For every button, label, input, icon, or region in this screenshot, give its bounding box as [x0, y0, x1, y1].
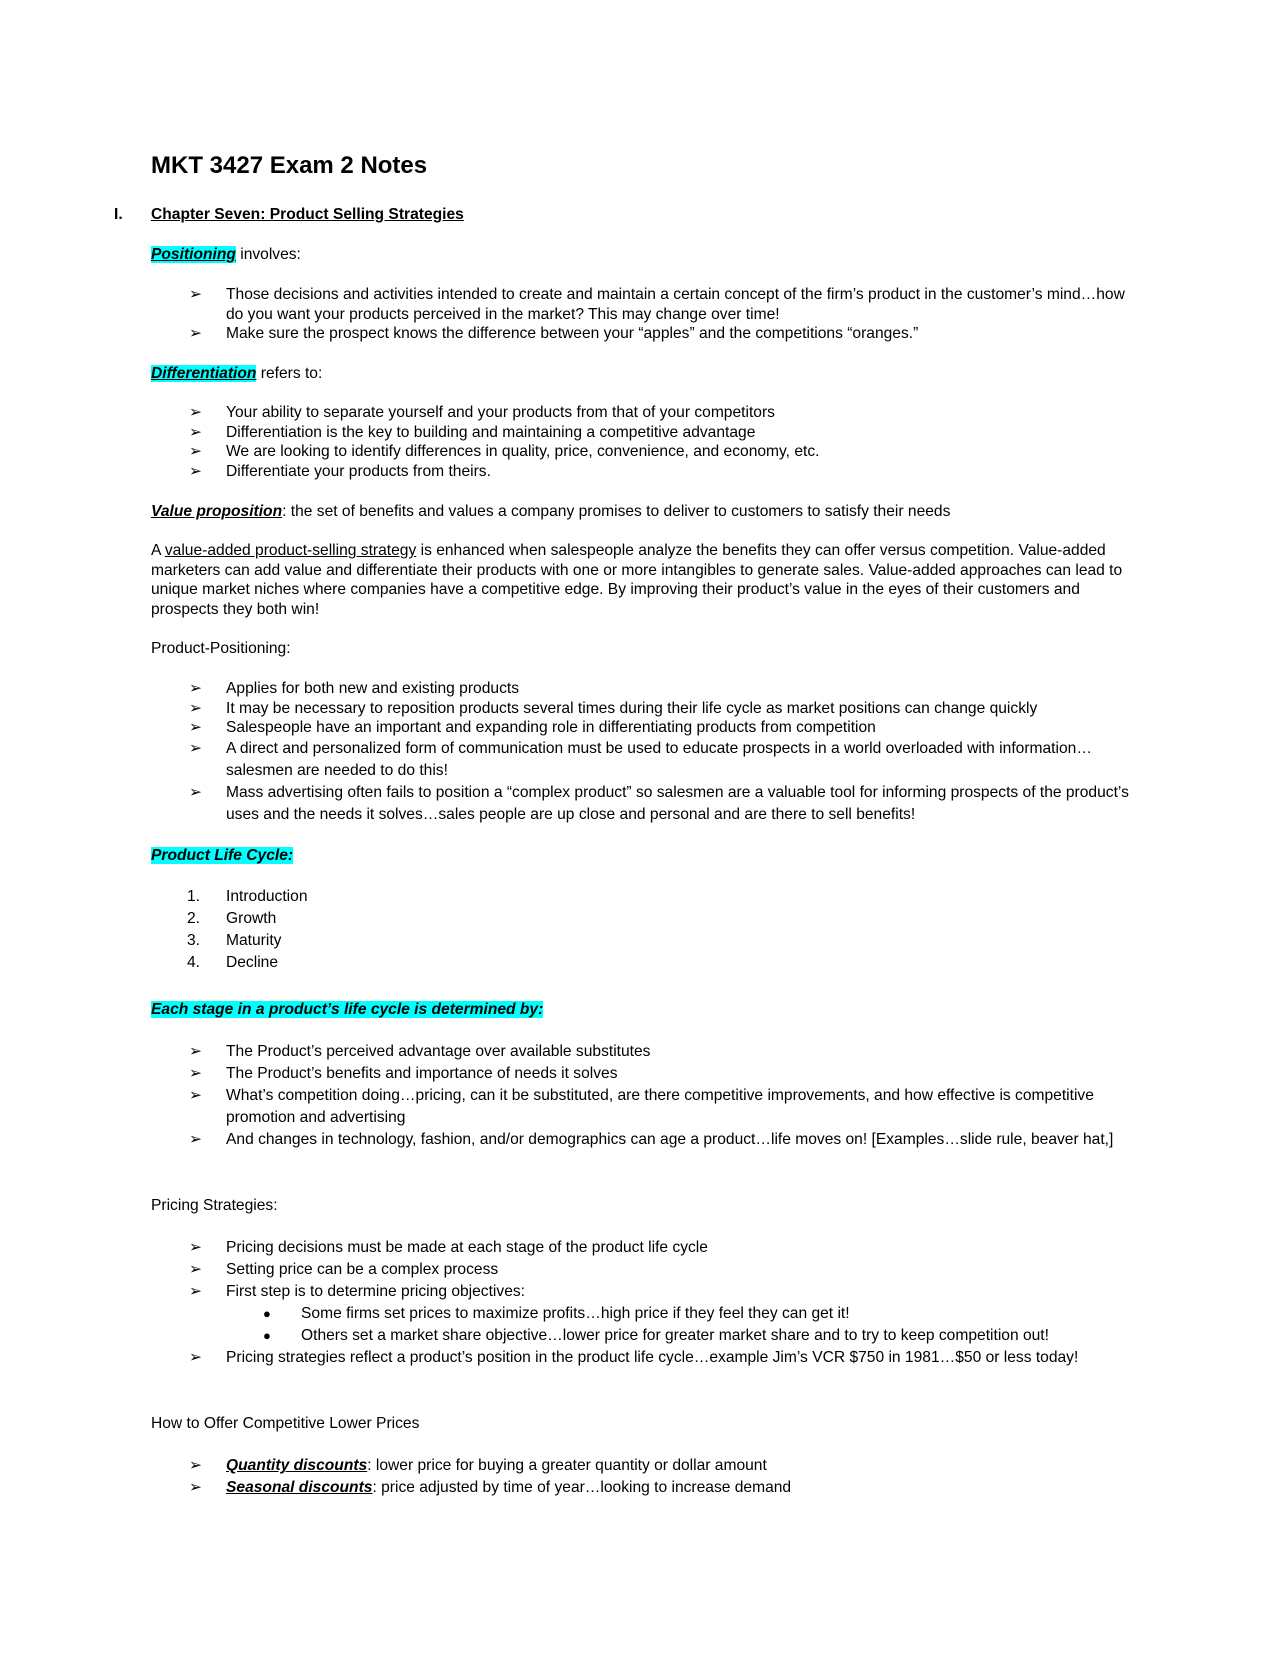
arrow-bullet-icon: ➢ [189, 1261, 203, 1278]
positioning-list [151, 285, 1131, 344]
list-item: 4. Decline [187, 954, 279, 971]
list-item: 1. Introduction [187, 888, 308, 905]
plc-list [151, 886, 1131, 974]
arrow-bullet-icon: ➢ [189, 462, 203, 480]
arrow-bullet-icon: ➢ [189, 1283, 203, 1300]
list-item: ➢ Make sure the prospect knows the difference between your “apples” and the competitions “oranges.” [189, 325, 919, 342]
arrow-bullet-icon: ➢ [189, 719, 203, 736]
arrow-bullet-icon: ➢ [189, 783, 203, 801]
section-title: Chapter Seven: Product Selling Strategies [151, 206, 464, 223]
positioning-term: Positioning [151, 246, 236, 263]
arrow-bullet-icon: ➢ [189, 1457, 203, 1474]
list-item: ➢ Applies for both new and existing products [189, 680, 519, 697]
arrow-bullet-icon: ➢ [189, 680, 203, 697]
list-item: ➢ And changes in technology, fashion, and/or demographics can age a product…life moves on! [Examples…slide rule, beaver hat,] [151, 1129, 1131, 1151]
arrow-bullet-icon: ➢ [189, 1239, 203, 1256]
list-item: ➢ What’s competition doing…pricing, can it be substituted, are there competitive improvements, and how effective is competitive promotion and advertising [189, 1087, 1094, 1126]
sub-list-item: ● Some firms set prices to maximize profits…high price if they feel they can get it! [151, 1303, 1131, 1325]
list-item: ➢ The Product’s benefits and importance of needs it solves [151, 1063, 1131, 1085]
sub-list-item: ● Others set a market share objective…lower price for greater market share and to try to keep competition out! [151, 1325, 1131, 1347]
arrow-bullet-icon: ➢ [189, 325, 203, 342]
list-item: ➢ The Product’s perceived advantage over available substitutes [151, 1041, 1131, 1063]
arrow-bullet-icon: ➢ [189, 1043, 203, 1060]
plc-heading: Product Life Cycle: [151, 847, 294, 864]
arrow-bullet-icon: ➢ [189, 1087, 203, 1104]
list-item: ➢ Your ability to separate yourself and your products from that of your competitors [189, 404, 775, 421]
list-item: ➢ Salespeople have an important and expanding role in differentiating products from competition [189, 719, 876, 736]
list-item: 3. Maturity [187, 932, 282, 949]
list-item: ➢ Quantity discounts: lower price for buying a greater quantity or dollar amount [151, 1455, 1131, 1477]
dot-bullet-icon: ● [263, 1306, 271, 1321]
list-item: ➢ We are looking to identify differences in quality, price, convenience, and economy, etc. [189, 443, 820, 460]
differentiation-suffix: refers to: [256, 365, 323, 382]
pricing-heading: Pricing Strategies: [151, 1197, 278, 1214]
arrow-bullet-icon: ➢ [189, 423, 203, 441]
pricing-list [151, 1237, 1131, 1369]
arrow-bullet-icon: ➢ [189, 739, 203, 757]
differentiation-term: Differentiation [151, 365, 257, 382]
page-title: MKT 3427 Exam 2 Notes [151, 152, 428, 179]
positioning-suffix: involves: [235, 246, 301, 263]
arrow-bullet-icon: ➢ [189, 443, 203, 460]
list-item: ➢ Those decisions and activities intended to create and maintain a certain concept of the firm’s product in the customer’s mind…how do you want your products perceived in the market? This may change over time! [189, 286, 1125, 323]
stage-list [151, 1041, 1131, 1151]
list-item: ➢ Mass advertising often fails to position a “complex product” so salesmen are a valuable tool for informing prospects of the product’s uses and the needs it solves…sales people are up close and personal and are there to sell benefits! [189, 783, 1129, 823]
dot-bullet-icon: ● [263, 1328, 271, 1343]
section-number: I. [114, 206, 123, 223]
list-item: ➢ Differentiation is the key to building and maintaining a competitive advantage [189, 423, 756, 441]
arrow-bullet-icon: ➢ [189, 286, 203, 303]
value-proposition: Value proposition: the set of benefits and values a company promises to deliver to customers to satisfy their needs [151, 503, 951, 520]
stage-heading: Each stage in a product’s life cycle is determined by: [151, 1001, 544, 1018]
list-item: ➢ Pricing decisions must be made at each stage of the product life cycle [151, 1237, 1131, 1259]
value-proposition-term: Value proposition [151, 503, 283, 520]
product-positioning-heading: Product-Positioning: [151, 640, 291, 657]
list-item: ➢ It may be necessary to reposition products several times during their life cycle as market positions can change quickly [189, 699, 1038, 717]
differentiation-heading [151, 364, 1131, 384]
differentiation-list [151, 403, 1131, 481]
list-item: ➢ Differentiate your products from theirs. [189, 462, 491, 480]
value-added-paragraph: A value-added product-selling strategy is enhanced when salespeople analyze the benefits they can offer versus competition. Value-added marketers can add value and differentiate their products with one or more intangibles to generate sales. Value-added approaches can lead to unique market niches where companies have a competitive edge. By improving their product’s value in the eyes of their customers and prospects they both win! [151, 542, 1123, 618]
list-item: 2. Growth [187, 910, 277, 927]
lower-prices-list [151, 1455, 1131, 1499]
list-item: ➢ A direct and personalized form of communication must be used to educate prospects in a world overloaded with information…salesmen are needed to do this! [189, 739, 1092, 779]
product-positioning-list [151, 679, 1131, 826]
list-item: ➢ Pricing strategies reflect a product’s position in the product life cycle…example Jim’s VCR $750 in 1981…$50 or less today! [151, 1347, 1131, 1369]
lower-prices-heading: How to Offer Competitive Lower Prices [151, 1415, 420, 1432]
arrow-bullet-icon: ➢ [189, 699, 203, 717]
list-item: ➢ Setting price can be a complex process [151, 1259, 1131, 1281]
section-heading [114, 205, 464, 225]
arrow-bullet-icon: ➢ [189, 1479, 203, 1496]
arrow-bullet-icon: ➢ [189, 1131, 203, 1148]
value-added-term: value-added product-selling strategy [164, 542, 417, 559]
arrow-bullet-icon: ➢ [189, 1065, 203, 1082]
arrow-bullet-icon: ➢ [189, 404, 203, 421]
list-item: ➢ First step is to determine pricing objectives: [151, 1281, 1131, 1303]
arrow-bullet-icon: ➢ [189, 1349, 203, 1366]
list-item: ➢ Seasonal discounts: price adjusted by time of year…looking to increase demand [151, 1477, 1131, 1499]
positioning-heading [151, 245, 1131, 265]
